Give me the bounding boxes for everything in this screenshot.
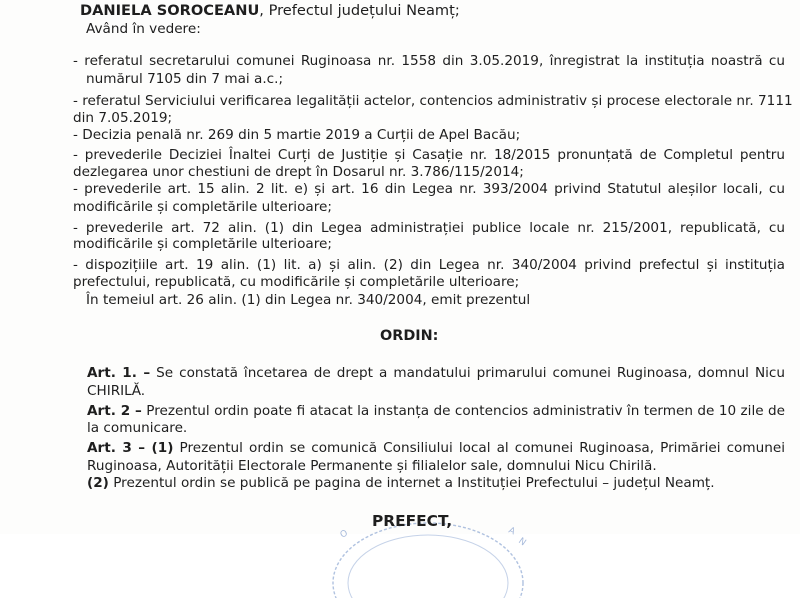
preamble-line: - dispozițiile art. 19 alin. (1) lit. a) și alin. (2) din Legea nr. 340/2004 privind prefectul și instituția (73, 257, 785, 273)
article-2 (87, 403, 785, 421)
preamble-line: În temeiul art. 26 alin. (1) din Legea nr. 340/2004, emit prezentul (86, 292, 531, 308)
svg-text:N: N (516, 536, 528, 549)
svg-text:O: O (338, 528, 350, 541)
preamble-line: - prevederile art. 15 alin. 2 lit. e) și art. 16 din Legea nr. 393/2004 privind Statutul aleșilor locali, cu (73, 181, 785, 197)
preamble-line: - referatul Serviciului verificarea legalității actelor, contencios administrativ și procese electorale nr. 7111 (73, 93, 793, 109)
preamble-line: din 7.05.2019; (73, 110, 173, 126)
article-1-cont: CHIRILĂ. (87, 383, 146, 399)
preamble-line: modificările și completările ulterioare; (73, 236, 332, 252)
preamble-line: - prevederile Deciziei Înaltei Curți de Justiție și Casație nr. 18/2015 pronunțată de Completul pentru (73, 147, 785, 163)
article-2-label: Art. 2 – (87, 403, 142, 419)
issuer-title: , Prefectul județului Neamț; (259, 2, 460, 19)
article-1 (87, 365, 785, 383)
preamble-line: - prevederile art. 72 alin. (1) din Legea administrației publice locale nr. 215/2001, republicată, cu (73, 220, 785, 236)
article-3-label: Art. 3 – (1) (87, 440, 174, 456)
issuer-name: DANIELA SOROCEANU (80, 2, 260, 19)
ordin-title: ORDIN: (380, 328, 439, 344)
preamble-line: - Decizia penală nr. 269 din 5 martie 2019 a Curții de Apel Bacău; (73, 127, 521, 143)
preamble-line: prefectului, republicată, cu modificările și completările ulterioare; (73, 274, 520, 290)
preamble-line: dezlegarea unor chestiuni de drept în Dosarul nr. 3.786/115/2014; (73, 164, 524, 180)
article-1-text: Se constată încetarea de drept a mandatului primarului comunei Ruginoasa, domnul Nicu (150, 365, 785, 381)
article-2-text: Prezentul ordin poate fi atacat la instanța de contencios administrativ în termen de 10 zile de (141, 403, 786, 419)
article-3-cont: Ruginoasa, Autorității Electorale Permanente și filialelor sale, domnului Nicu Chirilă. (87, 458, 657, 474)
preamble-line: modificările și completările ulterioare; (73, 199, 332, 215)
svg-text:A: A (506, 525, 517, 538)
article-3-2-label: (2) (87, 475, 109, 491)
article-1-label: Art. 1. – (87, 365, 151, 381)
signature-title: PREFECT, (372, 512, 453, 530)
article-3-text: Prezentul ordin se comunică Consiliului local al comunei Ruginoasa, Primăriei comunei (173, 440, 785, 456)
article-2-cont: la comunicare. (87, 420, 188, 436)
article-3-2-text: Prezentul ordin se publică pe pagina de internet a Instituției Prefectului – județul Neamț. (108, 475, 715, 491)
issuer-heading (80, 2, 460, 20)
article-3 (87, 440, 785, 458)
preamble-intro: Având în vedere: (86, 21, 201, 37)
official-stamp (290, 488, 560, 598)
preamble-line: - referatul secretarului comunei Ruginoasa nr. 1558 din 3.05.2019, înregistrat la instituția noastră cu (73, 53, 785, 69)
preamble-line: numărul 7105 din 7 mai a.c.; (86, 71, 284, 87)
